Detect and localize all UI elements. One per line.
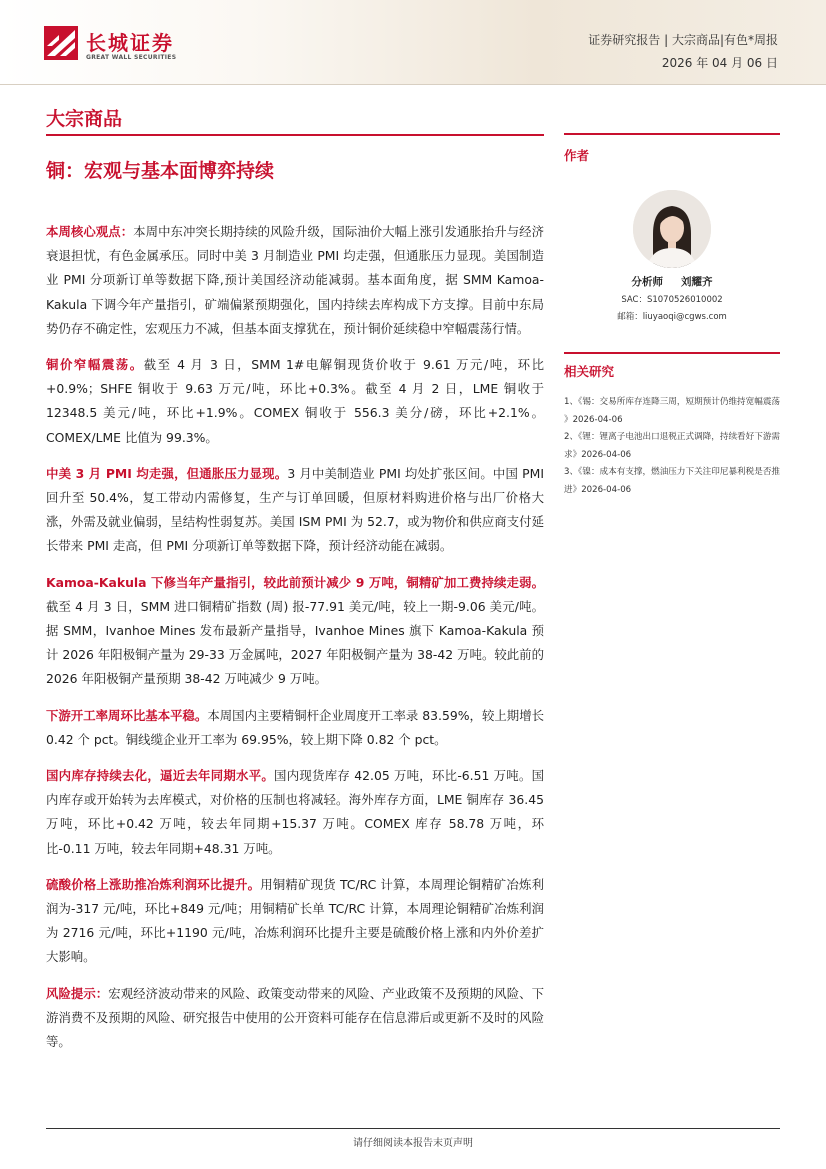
footer-divider — [46, 1128, 780, 1129]
analyst-avatar — [633, 190, 711, 268]
company-name-en: GREAT WALL SECURITIES — [86, 54, 177, 61]
paragraph-lead: 中美 3 月 PMI 均走强，但通胀压力显现。 — [46, 465, 288, 481]
great-wall-logo-icon — [44, 26, 78, 60]
paragraph-lead: 本周核心观点： — [46, 224, 134, 239]
main-divider — [46, 134, 544, 136]
paragraph-core-view — [46, 220, 544, 341]
report-date: 2026 年 04 月 06 日 — [661, 56, 778, 70]
paragraph-text: 3 月中美制造业 PMI 均处扩张区间。中国 PMI 回升至 50.4%，复工带动内需修复，生产与订单回暖，但原材料购进价格与出厂价格大涨，外需及就业偏弱，呈结构性弱复苏。美国 ISM PMI 为 52.7，或为物价和供应商支付延长带来 PMI 走高，但 PMI 分项新订单等数据下降，预计经济动能在减弱。 — [46, 465, 544, 554]
author-divider — [564, 133, 780, 135]
related-divider — [564, 352, 780, 354]
analyst-name: 刘耀齐 — [681, 276, 713, 288]
paragraph-lead: 下游开工率周环比基本平稳。 — [46, 707, 208, 723]
paragraph-text: 截至 4 月 3 日，SMM 进口铜精矿指数 (周) 报-77.91 美元/吨，较上一期-9.06 美元/吨。据 SMM，Ivanhoe Mines 发布最新产量指导，Ivanhoe Mines 旗下 Kamoa-Kakula 预计 2026 年阳极铜产量为 29-33 万金属吨，2027 年阳极铜产量为 38-42 万吨。较此前的 2026 年阳极铜产量预期 38-42 万吨减少 9 万吨。 — [46, 598, 544, 687]
paragraph-lead: 国内库存持续去化，逼近去年同期水平。 — [46, 768, 275, 784]
paragraph-text: 截至 4 月 3 日，SMM 1#电解铜现货价收于 9.61 万元/吨，环比+0.9%；SHFE 铜收于 9.63 万元/吨，环比+0.3%。截至 4 月 2 日，LME 铜收于 12348.5 美元/吨，环比+1.9%。COMEX 铜收于 556.3 美分/磅，环比+2.1%。COMEX/LME 比值为 99.3%。 — [46, 357, 544, 445]
analyst-sac: SAC：S1070526010002 — [621, 295, 723, 305]
paragraph-lead: 风险提示： — [46, 985, 109, 1001]
analyst-info — [564, 274, 780, 289]
related-research-list — [564, 394, 780, 499]
report-type: 证券研究报告 | 大宗商品|有色*周报 — [588, 33, 778, 47]
analyst-photo-icon — [633, 190, 711, 268]
paragraph-text: 国内现货库存 42.05 万吨，环比-6.51 万吨。国内库存或开始转为去库模式，对价格的压制也将减轻。海外库存方面，LME 铜库存 36.45 万吨，环比+0.42 万吨，较去年同期+15.37 万吨。COMEX 库存 58.78 万吨，环比-0.11 万吨，较去年同期+48.31 万吨。 — [46, 768, 544, 856]
footer-disclaimer: 请仔细阅读本报告末页声明 — [353, 1138, 473, 1149]
company-name-cn: 长城证券 — [86, 31, 174, 55]
company-logo — [44, 26, 194, 66]
analyst-email[interactable]: 邮箱：liuyaoqi@cgws.com — [617, 312, 727, 322]
paragraph-lead: 铜价窄幅震荡。 — [46, 357, 144, 373]
paragraph-text: 宏观经济波动带来的风险、政策变动带来的风险、产业政策不及预期的风险、下游消费不及预期的风险、研究报告中使用的公开资料可能存在信息滞后或更新不及时的风险等。 — [46, 985, 545, 1050]
report-title: 铜：宏观与基本面博弈持续 — [46, 160, 275, 182]
paragraph-pmi — [46, 462, 544, 559]
paragraph-lead: 硫酸价格上涨助推冶炼利润环比提升。 — [46, 876, 261, 892]
main-content — [46, 220, 544, 1066]
report-category: 大宗商品 — [46, 108, 123, 130]
paragraph-inventory — [46, 764, 544, 861]
paragraph-text: 本周国内主要精铜杆企业周度开工率录 83.59%，较上期增长 0.42 个 pct。铜线缆企业开工率为 69.95%，较上期下降 0.82 个 pct。 — [46, 707, 544, 747]
paragraph-text: 本周中东冲突长期持续的风险升级，国际油价大幅上涨引发通胀抬升与经济衰退担忧，有色金属承压。同时中美 3 月制造业 PMI 均走强，但通胀压力显现。美国制造业 PMI 分项新订单等数据下降,预计美国经济动能减弱。基本面角度，据 SMM Kamoa-Kakula 下调今年产量指引，矿端偏紧预期强化，国内持续去库构成下方支撑。目前中东局势仍存不确定性，宏观压力不减，但基本面支撑犹在，预计铜价延续稳中窄幅震荡行情。 — [46, 224, 545, 336]
paragraph-downstream — [46, 704, 544, 752]
paragraph-lead: Kamoa-Kakula 下修当年产量指引，较此前预计减少 9 万吨，铜精矿加工费持续走弱。 — [46, 574, 544, 590]
paragraph-price — [46, 353, 544, 450]
analyst-role: 分析师 — [631, 276, 663, 288]
related-item[interactable]: 3、《镍：成本有支撑，燃油压力下关注印尼暴利税是否推进》2026-04-06 — [564, 467, 781, 495]
related-item[interactable]: 2、《锂：锂离子电池出口退税正式调降，持续看好下游需求》2026-04-06 — [564, 432, 781, 460]
paragraph-risk — [46, 982, 544, 1055]
author-section-title: 作者 — [564, 148, 590, 163]
paragraph-supply — [46, 571, 544, 692]
paragraph-smelting — [46, 873, 544, 970]
paragraph-text: 用铜精矿现货 TC/RC 计算，本周理论铜精矿冶炼利润为-317 元/吨，环比+849 元/吨；用铜精矿长单 TC/RC 计算，本周理论铜精矿冶炼利润为 2716 元/吨，环比+1190 元/吨，冶炼利润环比提升主要是硫酸价格上涨和内外价差扩大影响。 — [46, 876, 544, 965]
related-section-title: 相关研究 — [564, 364, 615, 379]
related-item[interactable]: 1、《锡：交易所库存连降三周，短期预计仍维持宽幅震荡 》2026-04-06 — [564, 397, 781, 425]
